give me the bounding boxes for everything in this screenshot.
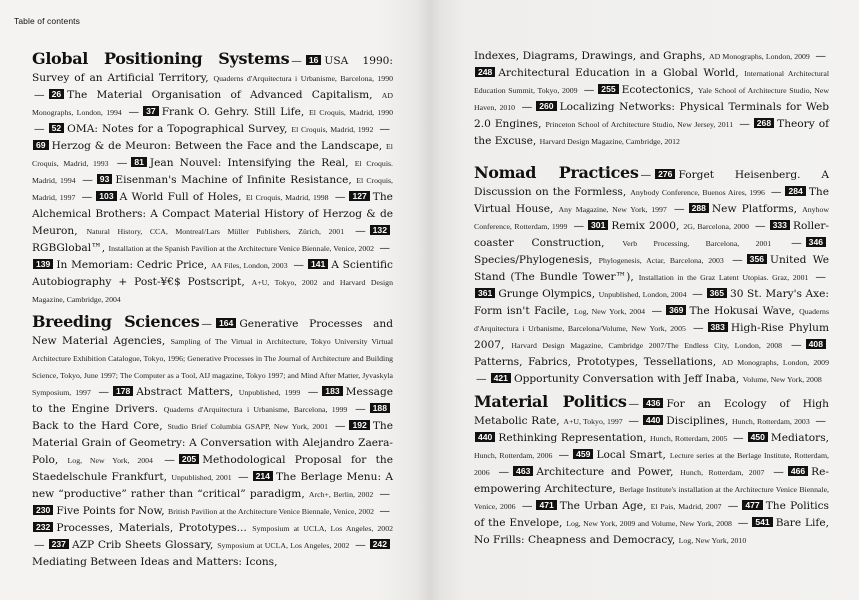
page-number-badge: 459 <box>573 449 593 459</box>
entry-separator: — <box>755 220 766 232</box>
entry-separator: — <box>815 271 826 283</box>
page-number-badge: 141 <box>308 259 328 269</box>
entry-source: Harvard Design Magazine, Cambridge 2007/The Endless City, London, 2008 <box>511 341 783 350</box>
entry-source: A+U, Tokyo, 1997 <box>563 417 623 426</box>
toc-entry <box>32 539 353 551</box>
entry-title: The Virtual House, <box>474 186 829 215</box>
entry-separator: — <box>583 84 595 96</box>
entry-source: Log, New York, 2009 and Volume, New York, 2008 <box>566 519 732 528</box>
entry-separator: — <box>293 259 304 271</box>
entry-title: Bare Life, No Frills: Cheapness and Democracy, <box>474 517 829 546</box>
entry-source: Berlage Institute's installation at the Architecture Venice Biennale, Venice, 2006 <box>474 485 830 511</box>
toc-entry <box>496 466 771 478</box>
section-title: Breeding Sciences <box>32 312 200 331</box>
entry-source: El Pais, Madrid, 2007 <box>650 502 722 511</box>
entry-source: Any Magazine, New York, 1997 <box>558 205 667 214</box>
page-number-badge: 301 <box>588 220 608 230</box>
entry-separator: — <box>628 398 640 410</box>
page-number-badge: 477 <box>742 500 762 510</box>
page-number-badge: 103 <box>96 191 116 201</box>
entry-title: Back to the Hard Core, <box>32 420 163 432</box>
entry-title: The Urban Age, <box>559 500 647 512</box>
entry-source: Log, New York, 2004 <box>67 456 153 465</box>
entry-source: Sampling of The Virtual in Architecture, Tokyo University Virtual Architecture Exhibition Catalogue, Tokyo, 1996; Generative Processes in The Journal of Architecture and Building Science, Tokyo, June 1997; The Computer as a Tool, AIJ magazine, Tokyo 1997; and Mind After Matter, Jyvaskyla Symposium, 1997 <box>32 337 394 397</box>
entry-source: Hunch, Rotterdam, 2003 <box>732 417 810 426</box>
entry-source: Log, New York, 2010 <box>678 536 747 545</box>
entry-separator: — <box>521 101 533 113</box>
left-column <box>32 50 393 576</box>
page-number-badge: 288 <box>689 203 709 213</box>
entry-separator: — <box>379 505 390 517</box>
page-number-badge: 436 <box>643 398 663 408</box>
page-number-badge: 268 <box>754 118 774 128</box>
entry-separator: — <box>379 242 391 254</box>
entry-separator: — <box>732 432 744 444</box>
page-number-badge: 541 <box>752 517 772 527</box>
entry-title: USA 1990: Survey of an Artificial Territory, <box>32 55 393 84</box>
page-number-badge: 255 <box>598 84 618 94</box>
page-number-badge: 183 <box>322 386 342 396</box>
entry-separator: — <box>727 500 739 512</box>
entry-title: Roller-coaster Construction, <box>474 220 830 249</box>
entry-source: Quaderns d'Arquitectura i Urbanisme, Barcelona/Volume, New York, 2005 <box>474 307 829 333</box>
page-number-badge: 260 <box>536 101 556 111</box>
page-number-badge: 333 <box>770 220 790 230</box>
entry-title: A World Full of Holes, <box>119 191 242 203</box>
entry-separator: — <box>116 157 128 169</box>
page-number-badge: 127 <box>349 191 369 201</box>
entry-separator: — <box>732 254 743 266</box>
page-number-badge: 26 <box>49 89 65 99</box>
page-number-badge: 232 <box>33 522 53 532</box>
entry-title: Indexes, Diagrams, Drawings, and Graphs, <box>474 50 706 62</box>
toc-section <box>32 313 393 571</box>
page-number-badge: 237 <box>49 539 69 549</box>
page-number-badge: 93 <box>97 174 113 184</box>
page-number-badge: 365 <box>707 288 727 298</box>
page-number-badge: 214 <box>253 471 273 481</box>
section-title: Global Positioning Systems <box>32 49 290 68</box>
entry-title: Mediating Between Ideas and Matters: Icons, <box>32 556 278 568</box>
entry-source: El Croquis, Madrid, 1993 <box>32 142 393 168</box>
toc-entry <box>127 106 393 118</box>
entry-title: The Politics of the Envelope, <box>474 500 829 529</box>
entry-separator: — <box>334 420 346 432</box>
entry-separator: — <box>692 322 704 334</box>
entry-title: Species/Phylogenesis, <box>474 254 593 266</box>
entry-separator: — <box>773 466 784 478</box>
entry-separator: — <box>791 339 802 351</box>
page-number-badge: 205 <box>179 454 199 464</box>
entry-source: Harvard Design Magazine, Cambridge, 2012 <box>539 137 680 146</box>
entry-title: Theory of the Excuse, <box>474 118 829 147</box>
page-number-badge: 440 <box>475 432 495 442</box>
entry-separator: — <box>164 454 175 466</box>
page-number-badge: 164 <box>216 318 236 328</box>
right-page <box>432 0 859 600</box>
entry-title: Ecotectonics, <box>621 84 694 96</box>
page-number-badge: 132 <box>370 225 390 235</box>
entry-separator: — <box>673 203 685 215</box>
entry-source: Verb Processing, Barcelona, 2001 <box>622 239 772 248</box>
entry-title: Localizing Networks: Physical Terminals for Web 2.0 Engines, <box>474 101 830 130</box>
entry-source: Installation in the Graz Latent Utopias. Graz, 2001 <box>638 273 809 282</box>
toc-section <box>32 50 393 308</box>
entry-separator: — <box>628 415 639 427</box>
entry-source: El Croquis. Madrid, 1994 <box>32 159 393 185</box>
page-number-badge: 450 <box>748 432 768 442</box>
page-number-badge: 188 <box>370 403 390 413</box>
entry-separator: — <box>82 174 93 186</box>
toc-entry <box>520 500 726 512</box>
entry-source: Anybody Conference, Buenos Aires, 1996 <box>630 188 765 197</box>
entry-title: Eisenman's Machine of Infinite Resistance, <box>115 174 352 186</box>
entry-source: Studio Brief Columbia GSAPP, New York, 2001 <box>167 422 328 431</box>
toc-section <box>474 393 829 549</box>
page-number-badge: 383 <box>708 322 728 332</box>
entry-title: Frank O. Gehry. Still Life, <box>161 106 305 118</box>
entry-separator: — <box>291 55 302 67</box>
entry-title: High-Rise Phylum 2007, <box>474 322 829 351</box>
entry-source: Unpublished, 1999 <box>238 388 301 397</box>
toc-header: Table of contents <box>14 16 80 26</box>
entry-separator: — <box>379 123 390 135</box>
entry-source: Symposium at UCLA, Los Angeles, 2002 <box>252 524 393 533</box>
entry-source: El Croquis, Madrid, 1998 <box>245 193 329 202</box>
page-number-badge: 16 <box>306 55 322 65</box>
entry-title: New Platforms, <box>711 203 797 215</box>
entry-title: Herzog & de Meuron: Between the Face and the Landscape, <box>51 140 383 152</box>
entry-separator: — <box>81 191 93 203</box>
entry-title: Message to the Engine Drivers. <box>32 386 393 415</box>
page-number-badge: 440 <box>643 415 663 425</box>
entry-title: Architecture and Power, <box>536 466 674 478</box>
entry-separator: — <box>558 449 570 461</box>
entry-title: Mediators, <box>770 432 830 444</box>
entry-source: Unpublished, London, 2004 <box>598 290 687 299</box>
entry-source: Anyhow Conference, Rotterdam, 1999 <box>474 205 829 231</box>
entry-source: Quaderns d'Arquitectura i Urbanisme, Barcelona, 1999 <box>163 405 348 414</box>
page-number-badge: 276 <box>655 169 675 179</box>
entry-separator: — <box>128 106 140 118</box>
entry-source: Volume, New York, 2008 <box>742 375 822 384</box>
entry-title: Forget Heisenberg. A Discussion on the Formless, <box>474 169 829 198</box>
entry-title: The Material Grain of Geometry: A Conversation with Alejandro Zaera-Polo, <box>32 420 393 466</box>
entry-title: 30 St. Mary's Axe: Form isn't Facile, <box>474 288 829 317</box>
entry-title: Re-empowering Architecture, <box>474 466 829 495</box>
entry-source: Symposium at UCLA, Los Angeles, 2002 <box>217 541 350 550</box>
entry-source: International Architectural Education Summit, Tokyo, 2009 <box>474 69 829 95</box>
entry-source: Hunch, Rotterdam, 2007 <box>680 468 765 477</box>
entry-source: Unpublished, 2001 <box>171 473 232 482</box>
toc-entry <box>571 220 753 232</box>
entry-separator: — <box>201 318 212 330</box>
entry-title: Opportunity Conversation with Jeff Inaba, <box>513 373 740 385</box>
entry-title: In Memoriam: Cedric Price, <box>56 259 208 271</box>
entry-separator: — <box>815 415 826 427</box>
entry-separator: — <box>739 118 750 130</box>
page-number-badge: 421 <box>491 373 511 383</box>
entry-source: Log, New York, 2004 <box>573 307 645 316</box>
entry-separator: — <box>34 89 45 101</box>
entry-separator: — <box>815 50 826 62</box>
page-number-badge: 69 <box>33 140 49 150</box>
entry-source: Phylogenesis, Actar, Barcelona, 2003 <box>598 256 724 265</box>
page-number-badge: 346 <box>806 237 826 247</box>
entry-source: Princeton School of Architecture Studio, New Jersey, 2011 <box>545 120 734 129</box>
entry-title: Rethinking Representation, <box>498 432 647 444</box>
entry-title: Remix 2000, <box>611 220 680 232</box>
entry-title: A Scientific Autobiography + Post-¥€$ Postscript, <box>32 259 393 288</box>
entry-title: Five Points for Now, <box>56 505 165 517</box>
entry-source: A+U, Tokyo, 2002 and Harvard Design Magazine, Cambridge, 2004 <box>32 278 393 304</box>
entry-source: AA Files, London, 2003 <box>210 261 288 270</box>
page-number-badge: 356 <box>747 254 767 264</box>
page-number-badge: 408 <box>806 339 826 349</box>
page-number-badge: 81 <box>131 157 147 167</box>
toc-section <box>474 164 829 388</box>
entry-separator: — <box>476 373 487 385</box>
entry-source: Hunch, Rotterdam, 2005 <box>650 434 728 443</box>
entry-title: AZP Crib Sheets Glossary, <box>71 539 214 551</box>
entry-title: United We Stand (The Bundle Tower™), <box>474 254 829 283</box>
entry-title: Grunge Olympics, <box>498 288 596 300</box>
page-number-badge: 463 <box>513 466 533 476</box>
entry-title: Jean Nouvel: Intensifying the Real, <box>149 157 349 169</box>
page-number-badge: 284 <box>785 186 805 196</box>
entry-title: RGBGlobal™, <box>32 242 106 254</box>
entry-title: Generative Processes and New Material Agencies, <box>32 318 393 347</box>
entry-source: Lecture series at the Berlage Institute, Rotterdam, 2006 <box>474 451 829 477</box>
entry-source: El Croquis, Madrid, 1990 <box>308 108 393 117</box>
entry-source: El Croquis, Madrid, 1997 <box>32 176 394 202</box>
entry-title: The Hokusai Wave, <box>689 305 795 317</box>
page-number-badge: 139 <box>33 259 53 269</box>
entry-separator: — <box>521 500 533 512</box>
entry-source: Yale School of Architecture Studio, New Haven, 2010 <box>474 86 830 112</box>
page-number-badge: 192 <box>349 420 369 430</box>
toc-entry <box>474 373 822 385</box>
right-column <box>474 48 829 554</box>
entry-source: 2G, Barcelona, 2000 <box>683 222 750 231</box>
page-number-badge: 37 <box>143 106 159 116</box>
entry-source: Hunch, Rotterdam, 2006 <box>474 451 553 460</box>
page-number-badge: 52 <box>49 123 65 133</box>
toc-entry <box>80 191 333 203</box>
entry-title: Architectural Education in a Global World, <box>498 67 739 79</box>
page-number-badge: 466 <box>788 466 808 476</box>
section-title: Nomad Practices <box>474 163 639 182</box>
entry-separator: — <box>355 539 366 551</box>
entry-separator: — <box>34 539 45 551</box>
entry-source: Quaderns d'Arquitectura i Urbanisme, Barcelona, 1990 <box>213 74 393 83</box>
entry-separator: — <box>791 237 802 249</box>
entry-source: El Croquis, Madrid, 1992 <box>291 125 374 134</box>
entry-source: British Pavilion at the Architecture Venice Biennale, Venice, 2002 <box>168 507 375 516</box>
entry-title: Processes, Materials, Prototypes... <box>56 522 247 534</box>
entry-source: AD Monographs, London, 2009 <box>721 358 829 367</box>
toc-entry <box>626 415 813 427</box>
page-number-badge: 178 <box>113 386 133 396</box>
section-title: Material Politics <box>474 392 627 411</box>
entry-title: For an Ecology of High Metabolic Rate, <box>474 398 829 427</box>
toc-continuation <box>474 48 829 150</box>
entry-source: Arch+, Berlin, 2002 <box>308 490 374 499</box>
toc-entry <box>32 123 377 135</box>
entry-separator: — <box>355 225 366 237</box>
page-number-badge: 242 <box>370 539 390 549</box>
entry-title: Methodological Proposal for the Staedelschule Frankfurt, <box>32 454 393 483</box>
entry-title: The Berlage Menu: A new “productive” rather than “critical” paradigm, <box>32 471 394 500</box>
page-number-badge: 361 <box>475 288 495 298</box>
entry-title: Local Smart, <box>596 449 666 461</box>
entry-title: OMA: Notes for a Topographical Survey, <box>67 123 288 135</box>
entry-separator: — <box>651 305 663 317</box>
entry-source: AD Monographs, London, 2009 <box>709 52 810 61</box>
entry-separator: — <box>334 191 346 203</box>
entry-separator: — <box>573 220 585 232</box>
entry-separator: — <box>355 403 366 415</box>
entry-separator: — <box>770 186 782 198</box>
entry-separator: — <box>34 123 45 135</box>
entry-title: The Alchemical Brothers: A Compact Material History of Herzog & de Meuron, <box>32 191 393 237</box>
entry-separator: — <box>98 386 109 398</box>
page-number-badge: 230 <box>33 505 53 515</box>
entry-separator: — <box>307 386 319 398</box>
entry-separator: — <box>737 517 749 529</box>
entry-separator: — <box>238 471 249 483</box>
entry-source: Natural History, CCA, Montreal/Lars Müller Publishers, Zürich, 2001 <box>86 227 345 236</box>
page-number-badge: 369 <box>666 305 686 315</box>
entry-title: Abstract Matters, <box>136 386 234 398</box>
page-number-badge: 471 <box>536 500 556 510</box>
entry-separator: — <box>692 288 703 300</box>
entry-source: AD Monographs, London, 1994 <box>32 91 393 117</box>
entry-separator: — <box>640 169 652 181</box>
entry-title: Patterns, Fabrics, Prototypes, Tessellations, <box>474 356 717 368</box>
entry-title: The Material Organisation of Advanced Capitalism, <box>67 89 373 101</box>
entry-title: Disciplines, <box>666 415 729 427</box>
entry-source: Installation at the Spanish Pavilion at the Architecture Venice Biennale, Venice, 2002 <box>108 244 375 253</box>
entry-separator: — <box>379 488 390 500</box>
page-number-badge: 248 <box>475 67 495 77</box>
entry-separator: — <box>498 466 510 478</box>
toc-entry <box>96 386 305 398</box>
